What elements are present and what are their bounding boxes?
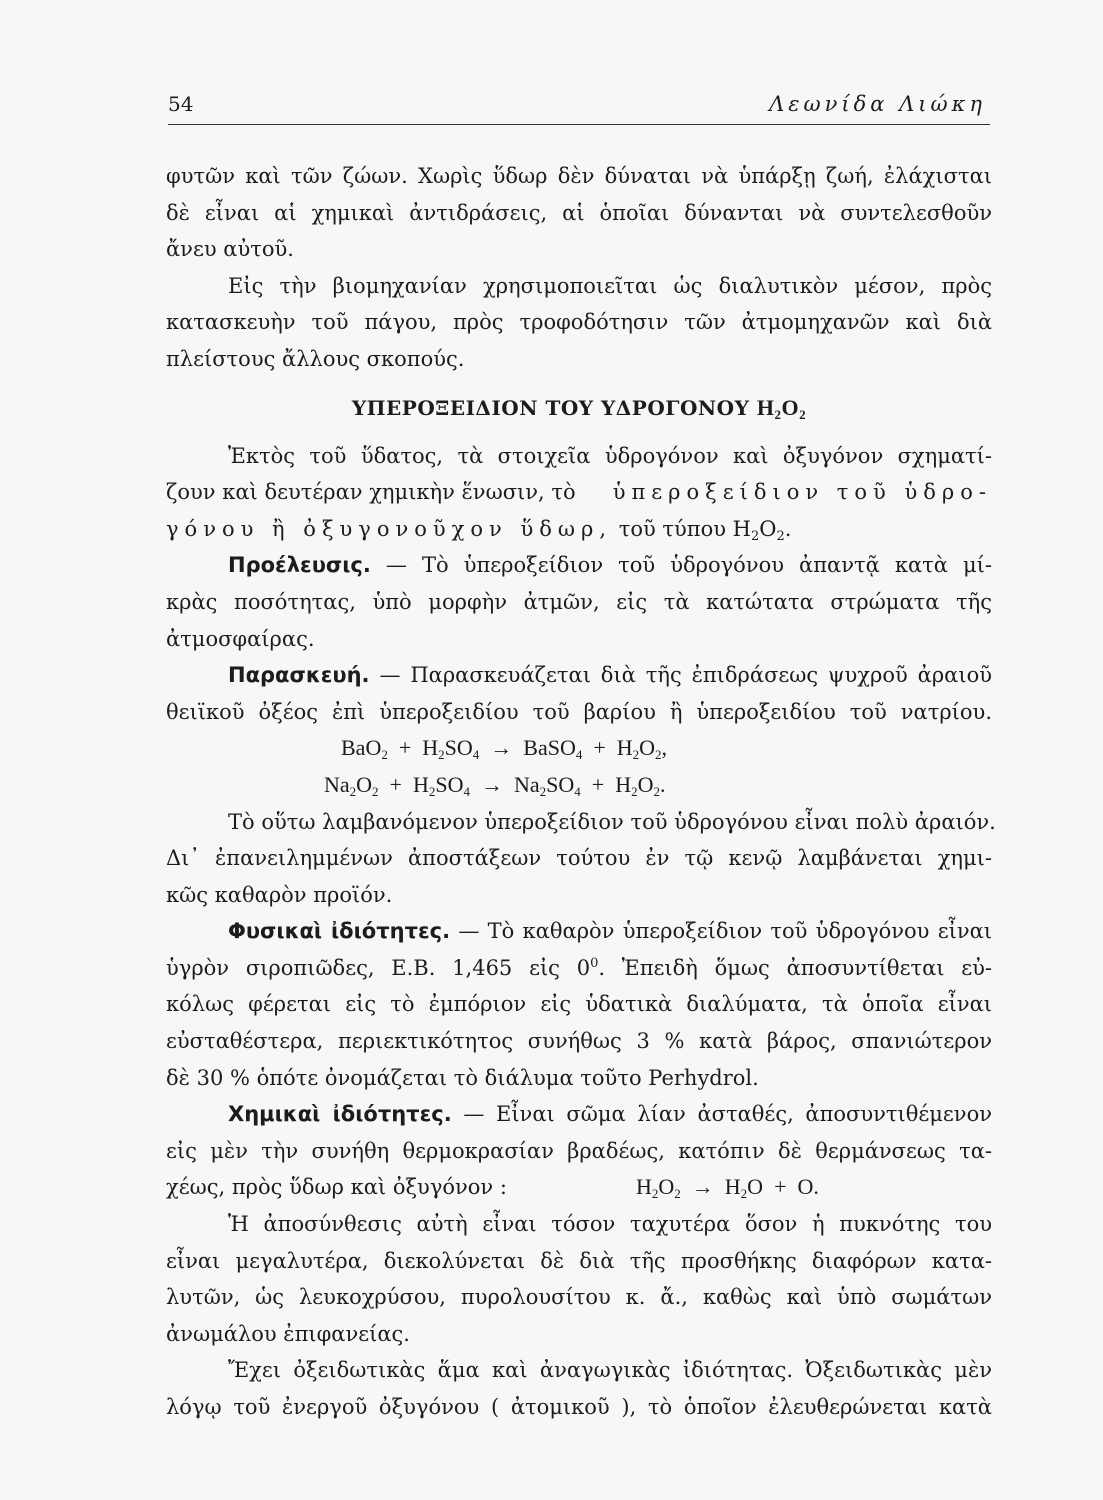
page-header: [168, 88, 990, 125]
text-line: λυτῶν, ὡς λευκοχρύσου, πυρολουσίτου κ. ἄ., καθὼς καὶ ὑπὸ σωμάτων: [166, 1285, 992, 1310]
text-line: Χημικαὶ ἰδιότητες. — Εἶναι σῶμα λίαν ἀσταθές, ἀποσυντιθέμενον: [228, 1102, 992, 1127]
section-heading-text: ΥΠΕΡΟΞΕΙΔΙΟΝ ΤΟΥ ΥΔΡΟΓΟΝΟΥ: [351, 395, 750, 420]
text-line: Ἡ ἀποσύνθεσις αὐτὴ εἶναι τόσον ταχυτέρα ὅσον ἡ πυκνότης του: [228, 1212, 992, 1237]
page-body: [166, 158, 996, 1426]
text-line: ἀτμοσφαίρας.: [166, 626, 315, 651]
text-line: ἀνωμάλου ἐπιφανείας.: [166, 1321, 410, 1346]
text-line: Εἰς τὴν βιομηχανίαν χρησιμοποιεῖται ὡς διαλυτικὸν μέσον, πρὸς: [228, 273, 992, 298]
page-number: 54: [168, 92, 194, 116]
text-line: κατασκευὴν τοῦ πάγου, πρὸς τροφοδότησιν τῶν ἀτμομηχανῶν καὶ διὰ: [166, 310, 992, 335]
spaced-term: ὑπεροξείδιον τοῦ ὑδρο-: [612, 480, 992, 505]
text-line: εὐσταθέστερα, περιεκτικότητος συνήθως 3 % κατὰ βάρος, σπανιώτερον: [166, 1029, 992, 1054]
paragraph-label-chemical: Χημικαὶ ἰδιότητες.: [228, 1102, 452, 1127]
text-line: λόγῳ τοῦ ἐνεργοῦ ὀξυγόνου ( ἀτομικοῦ ), τὸ ὁποῖον ἐλευθερώνεται κατὰ: [166, 1395, 992, 1419]
text-line: γόνου ἢ ὀξυγονοῦχον ὕδωρ, τοῦ τύπου $H_2O_2$.: [166, 516, 792, 544]
text-line: Ἔχει ὀξειδωτικὰς ἅμα καὶ ἀναγωγικὰς ἰδιότητας. Ὀξειδωτικὰς μὲν: [228, 1358, 992, 1383]
text-line: φυτῶν καὶ τῶν ζώων. Χωρὶς ὕδωρ δὲν δύναται νὰ ὑπάρξῃ ζωή, ἐλάχισται: [166, 164, 992, 188]
paragraph-label-provenance: Προέλευσις.: [228, 553, 371, 578]
equation-2: $Na_2O_2 + H_2SO_4 \to Na_2SO_4 + H_2O_2$.: [324, 771, 666, 799]
text-line: εἶναι μεγαλυτέρα, διεκολύνεται δὲ διὰ τῆς προσθήκης διαφόρων κατα-: [166, 1248, 992, 1273]
text-line: χέως, πρὸς ὕδωρ καὶ ὀξυγόνον : $H_2O_2 \to H_2O + O$.: [166, 1169, 992, 1206]
equation-1: $BaO_2 + H_2SO_4$ → BaSO$_4$ + $H_2O_2$,: [341, 735, 668, 763]
text-line: Προέλευσις. — Τὸ ὑπεροξείδιον τοῦ ὑδρογόνου ἀπαντᾷ κατὰ μί-: [228, 553, 992, 578]
paragraph-label-physical: Φυσικαὶ ἰδιότητες.: [228, 919, 451, 944]
text-line: ἄνευ αὐτοῦ.: [166, 237, 294, 262]
text-line: Φυσικαὶ ἰδιότητες. — Τὸ καθαρὸν ὑπεροξείδιον τοῦ ὑδρογόνου εἶναι: [228, 919, 993, 944]
text-line: Δι᾽ ἐπανειλημμένων ἀποστάξεων τούτου ἐν τῷ κενῷ λαμβάνεται χημι-: [166, 846, 992, 871]
decomposition-equation: $H_2O_2 \to H_2O + O$.: [636, 1174, 819, 1202]
text-line: πλείστους ἄλλους σκοπούς.: [166, 346, 465, 371]
running-head: Λεωνίδα Λιώκη: [769, 92, 986, 116]
text-line: ζουν καὶ δευτέραν χημικὴν ἕνωσιν, τὸ ὑπεροξείδιον τοῦ ὑδρο-: [166, 474, 992, 511]
arrow-icon: →: [691, 1174, 714, 1200]
text-line: εἰς μὲν τὴν συνήθη θερμοκρασίαν βραδέως, κατόπιν δὲ θερμάνσεως τα-: [166, 1138, 992, 1163]
text-line: Παρασκευή. — Παρασκευάζεται διὰ τῆς ἐπιδράσεως ψυχροῦ ἀραιοῦ: [228, 663, 992, 688]
text-line: δὲ εἶναι αἱ χημικαὶ ἀντιδράσεις, αἱ ὁποῖαι δύνανται νὰ συντελεσθοῦν: [166, 200, 992, 225]
text-line: κόλως φέρεται εἰς τὸ ἐμπόριον εἰς ὑδατικὰ διαλύματα, τὰ ὁποῖα εἶναι: [166, 992, 992, 1017]
text-line: ὑγρὸν σιροπιῶδες, Ε.Β. 1,465 εἰς $0^0$. Ἐπειδὴ ὅμως ἀποσυντίθεται εὐ-: [166, 955, 992, 980]
text-line: κῶς καθαρὸν προϊόν.: [166, 882, 393, 907]
paragraph-label-preparation: Παρασκευή.: [228, 663, 370, 688]
spaced-term: γόνου ἢ ὀξυγονοῦχον ὕδωρ,: [166, 516, 613, 541]
text-line: Τὸ οὕτω λαμβανόμενον ὑπεροξείδιον τοῦ ὑδρογόνου εἶναι πολὺ ἀραιόν.: [228, 809, 996, 834]
text-line: δὲ 30 % ὁπότε ὀνομάζεται τὸ διάλυμα τοῦτο Perhydrol.: [166, 1065, 759, 1090]
heading-formula: $H_2O_2$: [756, 394, 807, 422]
text-line: Ἐκτὸς τοῦ ὕδατος, τὰ στοιχεῖα ὑδρογόνον καὶ ὀξυγόνον σχηματί-: [228, 443, 992, 468]
section-heading: [166, 378, 992, 438]
text-line: θειϊκοῦ ὀξέος ἐπὶ ὑπεροξειδίου τοῦ βαρίου ἢ ὑπεροξειδίου τοῦ νατρίου.: [166, 699, 992, 724]
arrow-icon: →: [490, 735, 513, 761]
arrow-icon: →: [480, 771, 503, 797]
text-line: κρὰς ποσότητας, ὑπὸ μορφὴν ἀτμῶν, εἰς τὰ κατώτατα στρώματα τῆς: [166, 589, 992, 614]
